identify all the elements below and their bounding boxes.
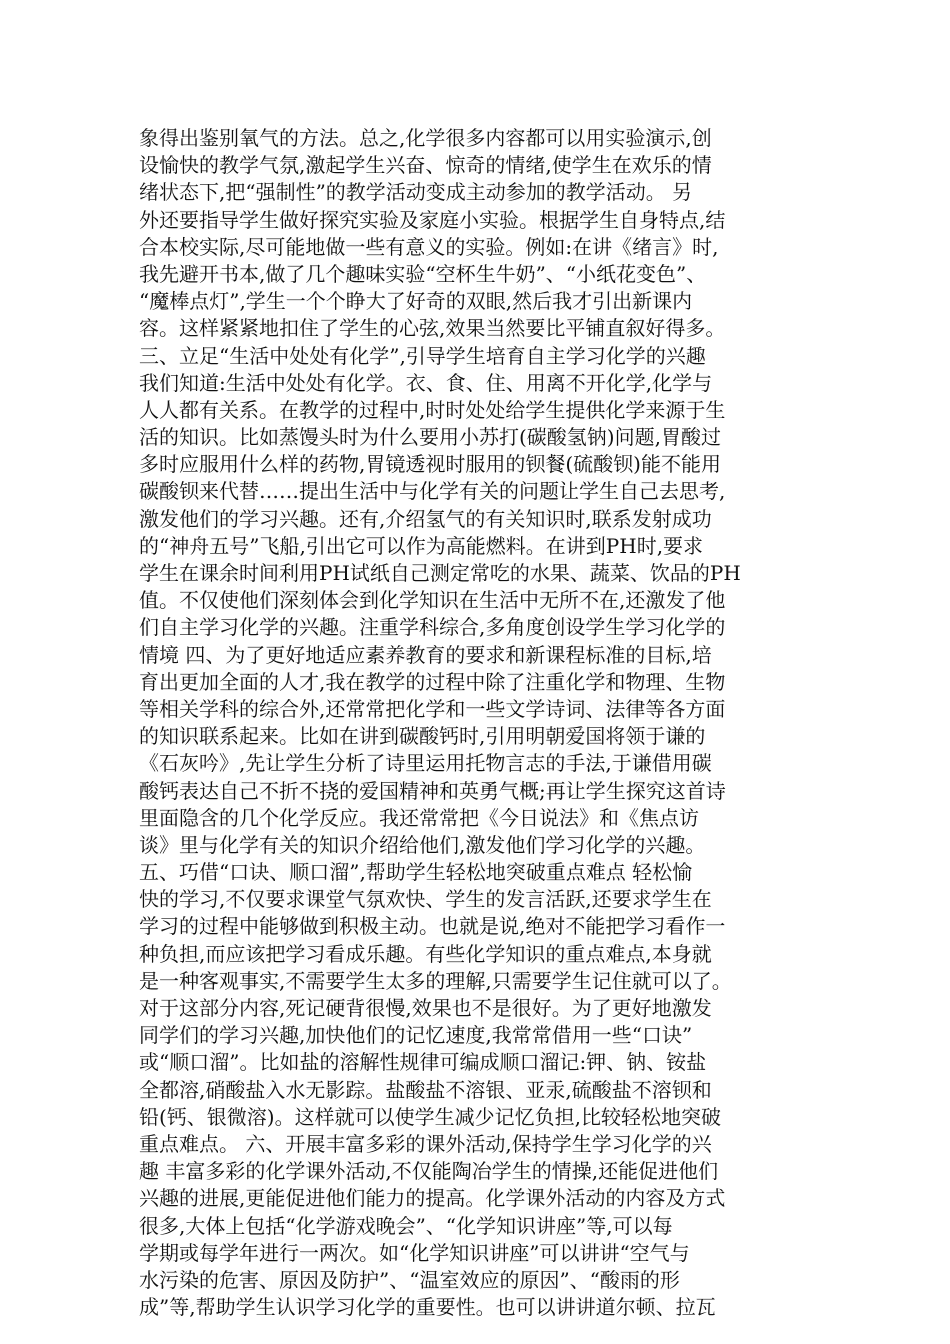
text-line: 同学们的学习兴趣,加快他们的记忆速度,我常常借用一些“口诀” (139, 1023, 693, 1048)
text-line: 水污染的危害、原因及防护”、“温室效应的原因”、“酸雨的形 (139, 1267, 680, 1292)
text-line: 我们知道:生活中处处有化学。衣、食、住、用离不开化学,化学与 (139, 370, 713, 395)
text-line: 活的知识。比如蒸馒头时为什么要用小苏打(碳酸氢钠)问题,胃酸过 (139, 425, 721, 450)
text-line: 们自主学习化学的兴趣。注重学科综合,多角度创设学生学习化学的 (139, 615, 726, 640)
text-line: 多时应服用什么样的药物,胃镜透视时服用的钡餐(硫酸钡)能不能用 (139, 452, 721, 477)
text-line: 激发他们的学习兴趣。还有,介绍氢气的有关知识时,联系发射成功 (139, 506, 712, 531)
text-line: 学习的过程中能够做到积极主动。也就是说,绝对不能把学习看作一 (139, 914, 726, 939)
text-line: 学期或每学年进行一两次。如“化学知识讲座”可以讲讲“空气与 (139, 1240, 690, 1265)
text-line: 铅(钙、银微溶)。这样就可以使学生减少记忆负担,比较轻松地突破 (139, 1104, 721, 1129)
text-line: 等相关学科的综合外,还常常把化学和一些文学诗词、法律等各方面 (139, 696, 726, 721)
text-line: 的“神舟五号”飞船,引出它可以作为高能燃料。在讲到PH时,要求 (139, 533, 704, 558)
text-line: 人人都有关系。在教学的过程中,时时处处给学生提供化学来源于生 (139, 397, 726, 422)
text-line: 的知识联系起来。比如在讲到碳酸钙时,引用明朝爱国将领于谦的 (139, 724, 706, 749)
body-text (139, 125, 829, 1321)
text-line: 五、巧借“口诀、顺口溜”,帮助学生轻松地突破重点难点 轻松愉 (139, 860, 693, 885)
text-line: 值。不仅使他们深刻体会到化学知识在生活中无所不在,还激发了他 (139, 588, 726, 613)
text-line: 谈》里与化学有关的知识介绍给他们,激发他们学习化学的兴趣。 (139, 832, 706, 857)
text-line: 成”等,帮助学生认识学习化学的重要性。也可以讲讲道尔顿、拉瓦 (139, 1295, 716, 1320)
text-line: 设愉快的教学气氛,激起学生兴奋、惊奇的情绪,使学生在欢乐的情 (139, 153, 712, 178)
text-line: 重点难点。 六、开展丰富多彩的课外活动,保持学生学习化学的兴 (139, 1131, 712, 1156)
text-line: 三、立足“生活中处处有化学”,引导学生培育自主学习化学的兴趣 (139, 343, 706, 368)
text-line: “魔棒点灯”,学生一个个睁大了好奇的双眼,然后我才引出新课内 (139, 289, 693, 314)
text-line: 兴趣的进展,更能促进他们能力的提高。化学课外活动的内容及方式 (139, 1186, 726, 1211)
text-line: 快的学习,不仅要求课堂气氛欢快、学生的发言活跃,还要求学生在 (139, 887, 712, 912)
text-line: 碳酸钡来代替……提出生活中与化学有关的问题让学生自己去思考, (139, 479, 726, 504)
text-line: 对于这部分内容,死记硬背很慢,效果也不是很好。为了更好地激发 (139, 996, 712, 1020)
text-line: 是一种客观事实,不需要学生太多的理解,只需要学生记住就可以了。 (139, 968, 732, 993)
text-line: 《石灰吟》,先让学生分析了诗里运用托物言志的手法,于谦借用碳 (139, 751, 712, 776)
text-line: 里面隐含的几个化学反应。我还常常把《今日说法》和《焦点访 (139, 805, 699, 830)
text-line: 合本校实际,尽可能地做一些有意义的实验。例如:在讲《绪言》时, (139, 234, 719, 259)
text-line: 外还要指导学生做好探究实验及家庭小实验。根据学生自身特点,结 (139, 207, 726, 232)
text-line: 很多,大体上包括“化学游戏晚会”、“化学知识讲座”等,可以每 (139, 1213, 673, 1238)
text-line: 绪状态下,把“强制性”的教学活动变成主动参加的教学活动。 另 (139, 180, 693, 205)
text-line: 容。这样紧紧地扣住了学生的心弦,效果当然要比平铺直叙好得多。 (139, 316, 726, 341)
text-line: 学生在课余时间利用PH试纸自己测定常吃的水果、蔬菜、饮品的PH (139, 561, 741, 585)
text-line: 我先避开书本,做了几个趣味实验“空杯生牛奶”、“小纸花变色”、 (139, 261, 707, 286)
text-line: 趣 丰富多彩的化学课外活动,不仅能陶冶学生的情操,还能促进他们 (139, 1159, 719, 1184)
text-line: 种负担,而应该把学习看成乐趣。有些化学知识的重点难点,本身就 (139, 941, 712, 966)
text-line: 育出更加全面的人才,我在教学的过程中除了注重化学和物理、生物 (139, 669, 726, 694)
text-line: 或“顺口溜”。比如盐的溶解性规律可编成顺口溜记:钾、钠、铵盐 (139, 1050, 707, 1075)
text-line: 象得出鉴别氧气的方法。总之,化学很多内容都可以用实验演示,创 (139, 126, 712, 150)
text-line: 全都溶,硝酸盐入水无影踪。盐酸盐不溶银、亚汞,硫酸盐不溶钡和 (139, 1077, 712, 1102)
text-line: 情境 四、为了更好地适应素养教育的要求和新课程标准的目标,培 (139, 642, 712, 667)
text-line: 酸钙表达自己不折不挠的爱国精神和英勇气概;再让学生探究这首诗 (139, 778, 726, 803)
